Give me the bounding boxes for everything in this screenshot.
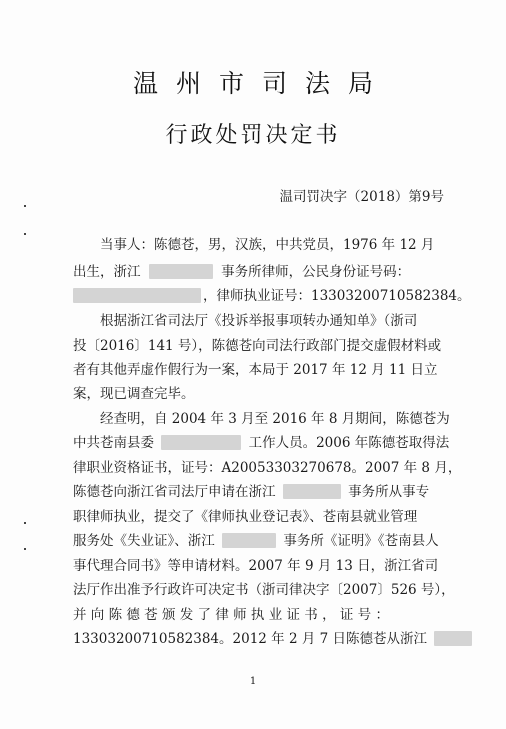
text-line [73,263,445,281]
text-segment: 事务所律师，公民身份证号码： [221,264,411,280]
text-line: 案，现已调查完毕。 [73,386,195,402]
margin-mark [24,233,26,235]
text-segment: ，律师执业证号：13303200710582384。 [203,288,471,304]
text-line: 经查明，自 2004 年 3 月至 2016 年 8 月期间，陈德苍为 [100,411,450,427]
redacted-firm-name [283,484,341,499]
margin-mark [24,522,26,524]
text-line [73,434,450,452]
text-segment: 事务所从事专 [348,484,430,500]
text-line: 事代理合同书》等申请材料。2007 年 9 月 13 日，浙江省司 [73,558,439,574]
text-segment: 服务处《失业证》、浙江 [73,533,215,549]
text-line [73,532,445,550]
margin-mark [24,548,26,550]
text-line: 当事人：陈德苍，男，汉族，中共党员，1976 年 12 月 [100,237,435,253]
text-line: 法厅作出准予行政许可决定书（浙司律决字〔2007〕526 号）， [73,582,455,598]
text-line [73,630,445,648]
text-line [73,483,445,501]
margin-mark [24,205,26,207]
text-line: 根据浙江省司法厅《投诉举报事项转办通知单》（浙司 [100,313,418,329]
redacted-firm-name [222,533,276,548]
redacted-firm-name [149,264,213,279]
text-line [73,287,471,305]
redacted-department [161,435,241,450]
page-number: 1 [249,676,257,687]
issuing-authority-title: 温州市司法局 [132,69,391,98]
text-segment: 出生，浙江 [73,264,141,280]
text-line: 律职业资格证书，证号：A20053303270678。2007 年 8 月， [73,460,462,476]
text-line: 投〔2016〕141 号），陈德苍向司法行政部门提交虚假材料或 [73,338,442,354]
redacted-firm-name [434,631,472,646]
text-segment: 中共苍南县委 [73,435,154,451]
document-number: 温司罚决字（2018）第9号 [279,189,444,205]
document-type-title: 行政处罚决定书 [165,123,341,148]
text-segment: 13303200710582384。2012 年 2 月 7 日陈德苍从浙江 [73,631,428,647]
text-line: 并 向 陈 德 苍 颁 发 了 律 师 执 业 证 书 ， 证 号 ： [73,607,389,623]
text-segment: 陈德苍向浙江省司法厅申请在浙江 [73,484,276,500]
text-line: 职律师执业，提交了《律师执业登记表》、苍南县就业管理 [73,509,418,525]
text-segment: 事务所《证明》《苍南县人 [283,533,439,549]
text-line: 者有其他弄虚作假行为一案，本局于 2017 年 12 月 11 日立 [73,362,438,378]
redacted-id-number [73,288,201,303]
text-segment: 工作人员。2006 年陈德苍取得法 [248,435,450,451]
